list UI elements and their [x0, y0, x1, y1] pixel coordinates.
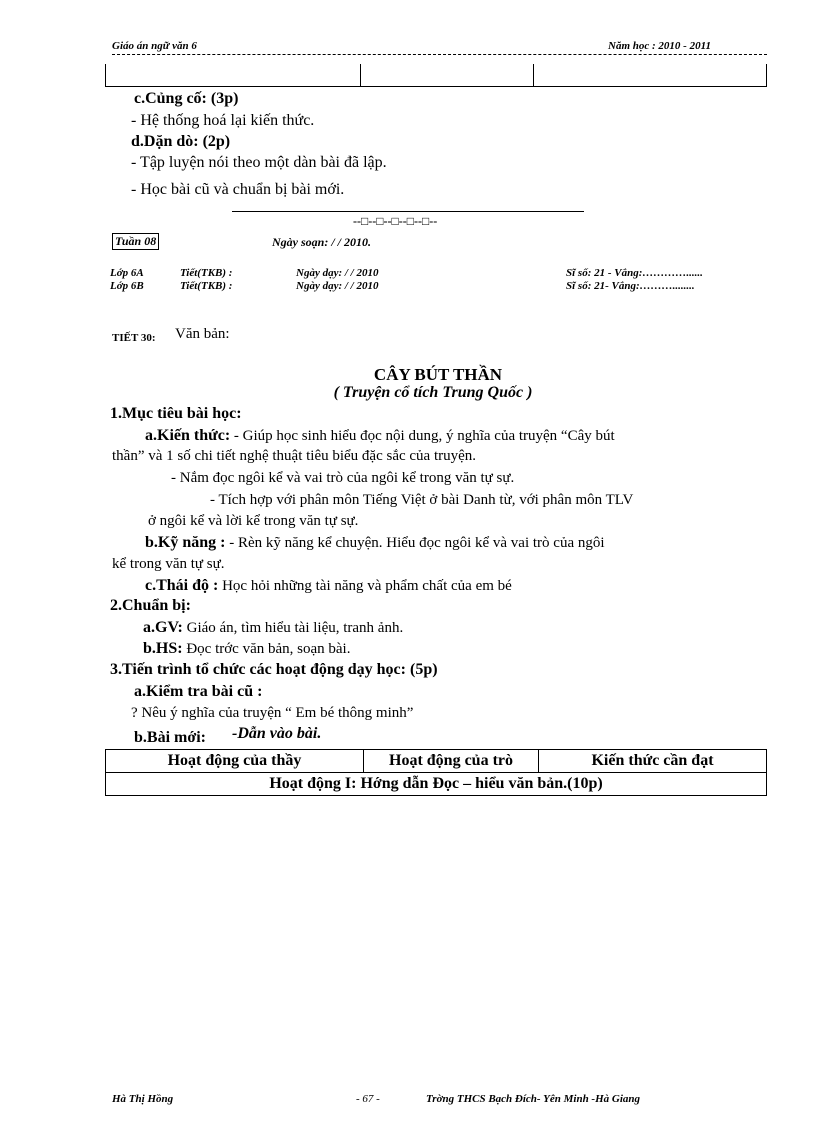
review-c-item: - Hệ thống hoá lại kiến thức.	[131, 112, 315, 129]
review-d-item-2: - Học bài cũ và chuẩn bị bài mới.	[131, 181, 345, 198]
gv-label: a.GV:	[143, 619, 183, 636]
prep-date: Ngày soạn: / / 2010.	[272, 235, 371, 249]
review-d-title: d.Dặn dò: (2p)	[131, 133, 231, 150]
activity-1: Hoạt động I: Hớng dẫn Đọc – hiểu văn bản.(10p)	[106, 773, 767, 796]
new-lesson-intro: -Dẫn vào bài.	[232, 725, 322, 742]
class-6b-period: Tiết(TKB) :	[180, 280, 233, 292]
knowledge-line-1	[145, 427, 615, 445]
header-right: Năm học : 2010 - 2011	[608, 40, 711, 52]
knowledge-text-4: - Tích hợp với phân môn Tiếng Việt ở bài Danh từ, với phân môn TLV	[210, 492, 634, 508]
gv-line	[143, 619, 403, 637]
review-c-title: c.Củng cố: (3p)	[134, 90, 239, 107]
gv-text: Giáo án, tìm hiểu tài liệu, tranh ảnh.	[182, 620, 404, 636]
objectives-heading: 1.Mục tiêu bài học:	[110, 405, 242, 422]
footer-right: Trờng THCS Bạch Đích- Yên Minh -Hà Giang	[426, 1093, 641, 1105]
class-6b: Lớp 6B	[110, 280, 144, 292]
header-knowledge: Kiến thức cần đạt	[539, 750, 767, 773]
header-rule	[112, 54, 767, 55]
hs-label: b.HS:	[143, 640, 183, 657]
table-row	[106, 773, 767, 796]
class-6a: Lớp 6A	[110, 267, 144, 279]
period-label: TIẾT 30:	[112, 332, 156, 344]
knowledge-text-3: - Nắm đọc ngôi kể và vai trò của ngôi kể trong văn tự sự.	[171, 470, 515, 486]
class-6a-date: Ngày dạy: / / 2010	[296, 267, 379, 279]
week-label: Tuần 08	[112, 233, 159, 250]
preparation-heading: 2.Chuẩn bị:	[110, 597, 191, 614]
separator-line	[232, 211, 584, 212]
skill-text-1: - Rèn kỹ năng kể chuyện. Hiểu đọc ngôi kể và vai trò của ngôi	[225, 535, 605, 551]
skill-text-2: kể trong văn tự sự.	[112, 556, 225, 572]
skill-line-1	[145, 534, 605, 552]
check-question: ? Nêu ý nghĩa của truyện “ Em bé thông minh”	[131, 705, 414, 721]
hs-text: Đọc trớc văn bản, soạn bài.	[182, 641, 351, 657]
process-heading: 3.Tiến trình tổ chức các hoạt động dạy học: (5p)	[110, 661, 438, 678]
attitude-label: c.Thái độ :	[145, 577, 219, 594]
lesson-subtitle: ( Truyện cổ tích Trung Quốc )	[333, 384, 533, 401]
class-6b-date: Ngày dạy: / / 2010	[296, 280, 379, 292]
lesson-type: Văn bản:	[175, 326, 230, 342]
table-header-row	[106, 750, 767, 773]
knowledge-text-5: ở ngôi kể và lời kể trong văn tự sự.	[148, 513, 359, 529]
footer-page: - 67 -	[356, 1093, 380, 1105]
header-student: Hoạt động của trò	[364, 750, 539, 773]
class-6a-period: Tiết(TKB) :	[180, 267, 233, 279]
separator-ornament: --□--□--□--□--□--	[353, 214, 438, 228]
attitude-line	[145, 577, 512, 595]
knowledge-text-1: - Giúp học sinh hiểu đọc nội dung, ý nghĩa của truyện “Cây bút	[230, 428, 615, 444]
activity-table	[105, 749, 767, 796]
knowledge-text-2: thần” và 1 số chi tiết nghệ thuật tiêu biểu đặc sắc của truyện.	[112, 448, 477, 464]
check-label: a.Kiểm tra bài cũ :	[134, 683, 263, 700]
attitude-text: Học hỏi những tài năng và phẩm chất của em bé	[218, 578, 512, 594]
new-lesson-label: b.Bài mới:	[134, 729, 206, 746]
header-teacher: Hoạt động của thầy	[106, 750, 364, 773]
class-6a-attendance: Sĩ số: 21 - Vắng:…………......	[566, 267, 703, 279]
lesson-title: CÂY BÚT THẦN	[373, 365, 503, 384]
footer-left: Hà Thị Hồng	[112, 1093, 174, 1105]
class-6b-attendance: Sĩ số: 21- Vắng:………........	[566, 280, 695, 292]
knowledge-label: a.Kiến thức:	[145, 427, 231, 444]
skill-label: b.Kỹ năng :	[145, 534, 226, 551]
review-d-item-1: - Tập luyện nói theo một dàn bài đã lập.	[131, 154, 387, 171]
hs-line	[143, 640, 350, 658]
header-left: Giáo án ngữ văn 6	[112, 40, 197, 52]
